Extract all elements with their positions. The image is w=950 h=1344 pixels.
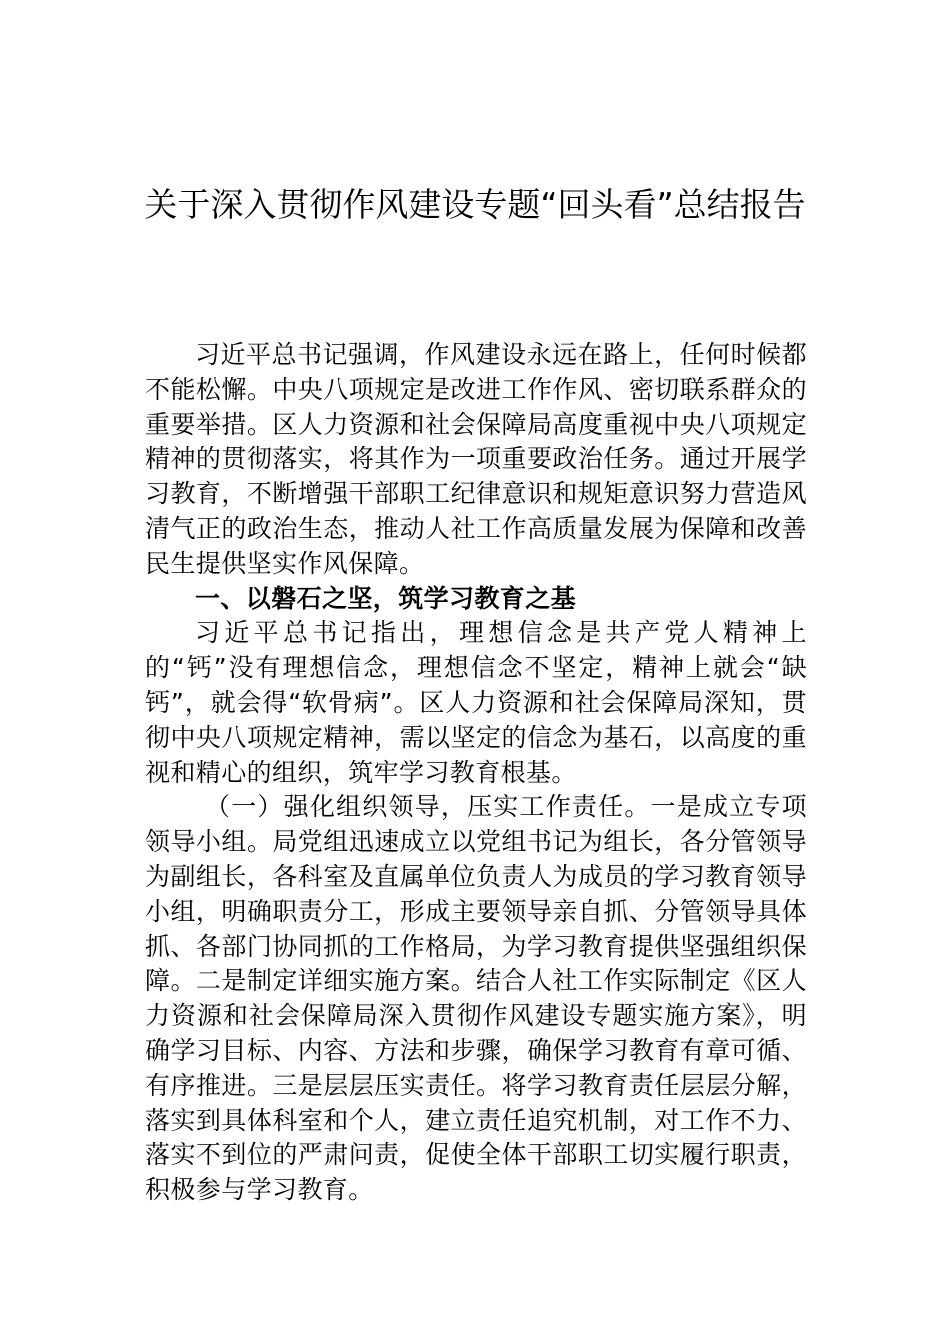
section-heading-1: 一、以磐石之坚，筑学习教育之基 bbox=[195, 583, 577, 613]
document-body bbox=[145, 338, 807, 1208]
intro-paragraph: 习近平总书记强调，作风建设永远在路上，任何时候都不能松懈。中央八项规定是改进工作作风、密切联系群众的重要举措。区人力资源和社会保障局高度重视中央八项规定精神的贯彻落实，将其作为一项重要政治任务。通过开展学习教育，不断增强干部职工纪律意识和规矩意识努力营造风清气正的政治生态，推动人社工作高质量发展为保障和改善民生提供坚实作风保障。 bbox=[145, 340, 807, 578]
section-1-paragraph: 习近平总书记指出，理想信念是共产党人精神上的“钙”没有理想信念，理想信念不坚定，精神上就会“缺钙”，就会得“软骨病”。区人力资源和社会保障局深知，贯彻中央八项规定精神，需以坚定的信念为基石，以高度的重视和精心的组织，筑牢学习教育根基。 bbox=[145, 618, 807, 787]
document-title: 关于深入贯彻作风建设专题“回头看”总结报告 bbox=[144, 185, 806, 224]
subsection-1-paragraph: （一）强化组织领导，压实工作责任。一是成立专项领导小组。局党组迅速成立以党组书记为组长，各分管领导为副组长，各科室及直属单位负责人为成员的学习教育领导小组，明确职责分工，形成主要领导亲自抓、分管领导具体抓、各部门协同抓的工作格局，为学习教育提供坚强组织保障。二是制定详细实施方案。结合人社工作实际制定《区人力资源和社会保障局深入贯彻作风建设专题实施方案》，明确学习目标、内容、方法和步骤，确保学习教育有章可循、有序推进。三是层层压实责任。将学习教育责任层层分解，落实到具体科室和个人，建立责任追究机制，对工作不力、落实不到位的严肃问责，促使全体干部职工切实履行职责，积极参与学习教育。 bbox=[145, 792, 807, 1205]
